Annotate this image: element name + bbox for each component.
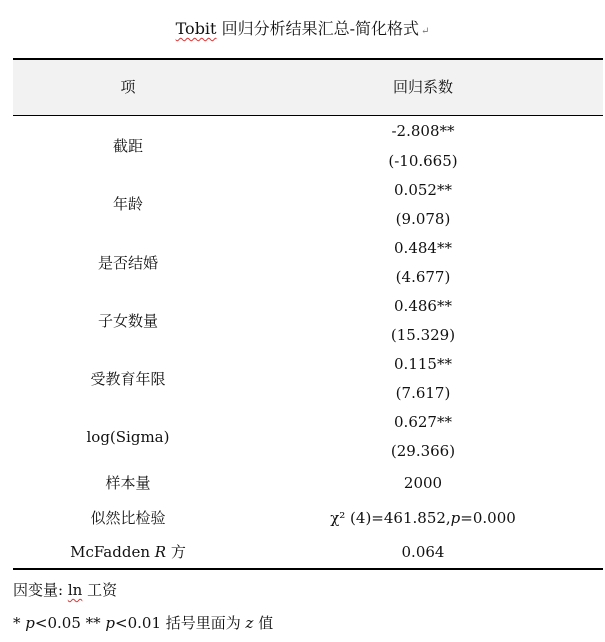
row-tstat: (-10.665) <box>388 152 458 170</box>
row-name: log(Sigma) <box>86 428 170 446</box>
row-tstat: (9.078) <box>395 210 451 228</box>
table-title: Tobit 回归分析结果汇总-简化格式 ↵ <box>175 19 430 38</box>
row-name: 子女数量 <box>97 312 158 330</box>
header-item: 项 <box>120 78 136 96</box>
row-coef: -2.808** <box>391 122 455 140</box>
row-coef: 0.627** <box>394 413 452 431</box>
bottom-rule <box>13 568 603 570</box>
row-coef: 0.486** <box>394 297 452 315</box>
lr-test-label: 似然比检验 <box>90 509 166 527</box>
header-rule <box>13 115 603 116</box>
title-rest: 回归分析结果汇总-简化格式 <box>216 19 419 38</box>
dependent-variable-note: 因变量: ln 工资 <box>13 581 118 599</box>
title-prefix: Tobit <box>175 19 217 38</box>
row-name: 截距 <box>112 137 143 155</box>
significance-note: * p<0.05 ** p<0.01 括号里面为 z 值 <box>13 614 274 632</box>
row-coef: 0.052** <box>394 181 452 199</box>
mcfadden-label: McFadden R 方 <box>70 543 186 561</box>
sample-size-value: 2000 <box>403 474 443 492</box>
row-tstat: (29.366) <box>390 442 456 460</box>
mcfadden-value: 0.064 <box>401 543 445 561</box>
lr-test-value: χ² (4)=461.852,p=0.000 <box>330 509 516 527</box>
row-tstat: (15.329) <box>390 326 456 344</box>
row-coef: 0.484** <box>394 239 452 257</box>
row-coef: 0.115** <box>394 355 452 373</box>
row-name: 是否结婚 <box>97 254 158 272</box>
row-name: 年龄 <box>112 195 143 213</box>
row-name: 受教育年限 <box>90 370 166 388</box>
sample-size-label: 样本量 <box>105 474 151 492</box>
header-coefficient: 回归系数 <box>392 78 453 96</box>
row-tstat: (4.677) <box>395 268 451 286</box>
row-tstat: (7.617) <box>395 384 451 402</box>
